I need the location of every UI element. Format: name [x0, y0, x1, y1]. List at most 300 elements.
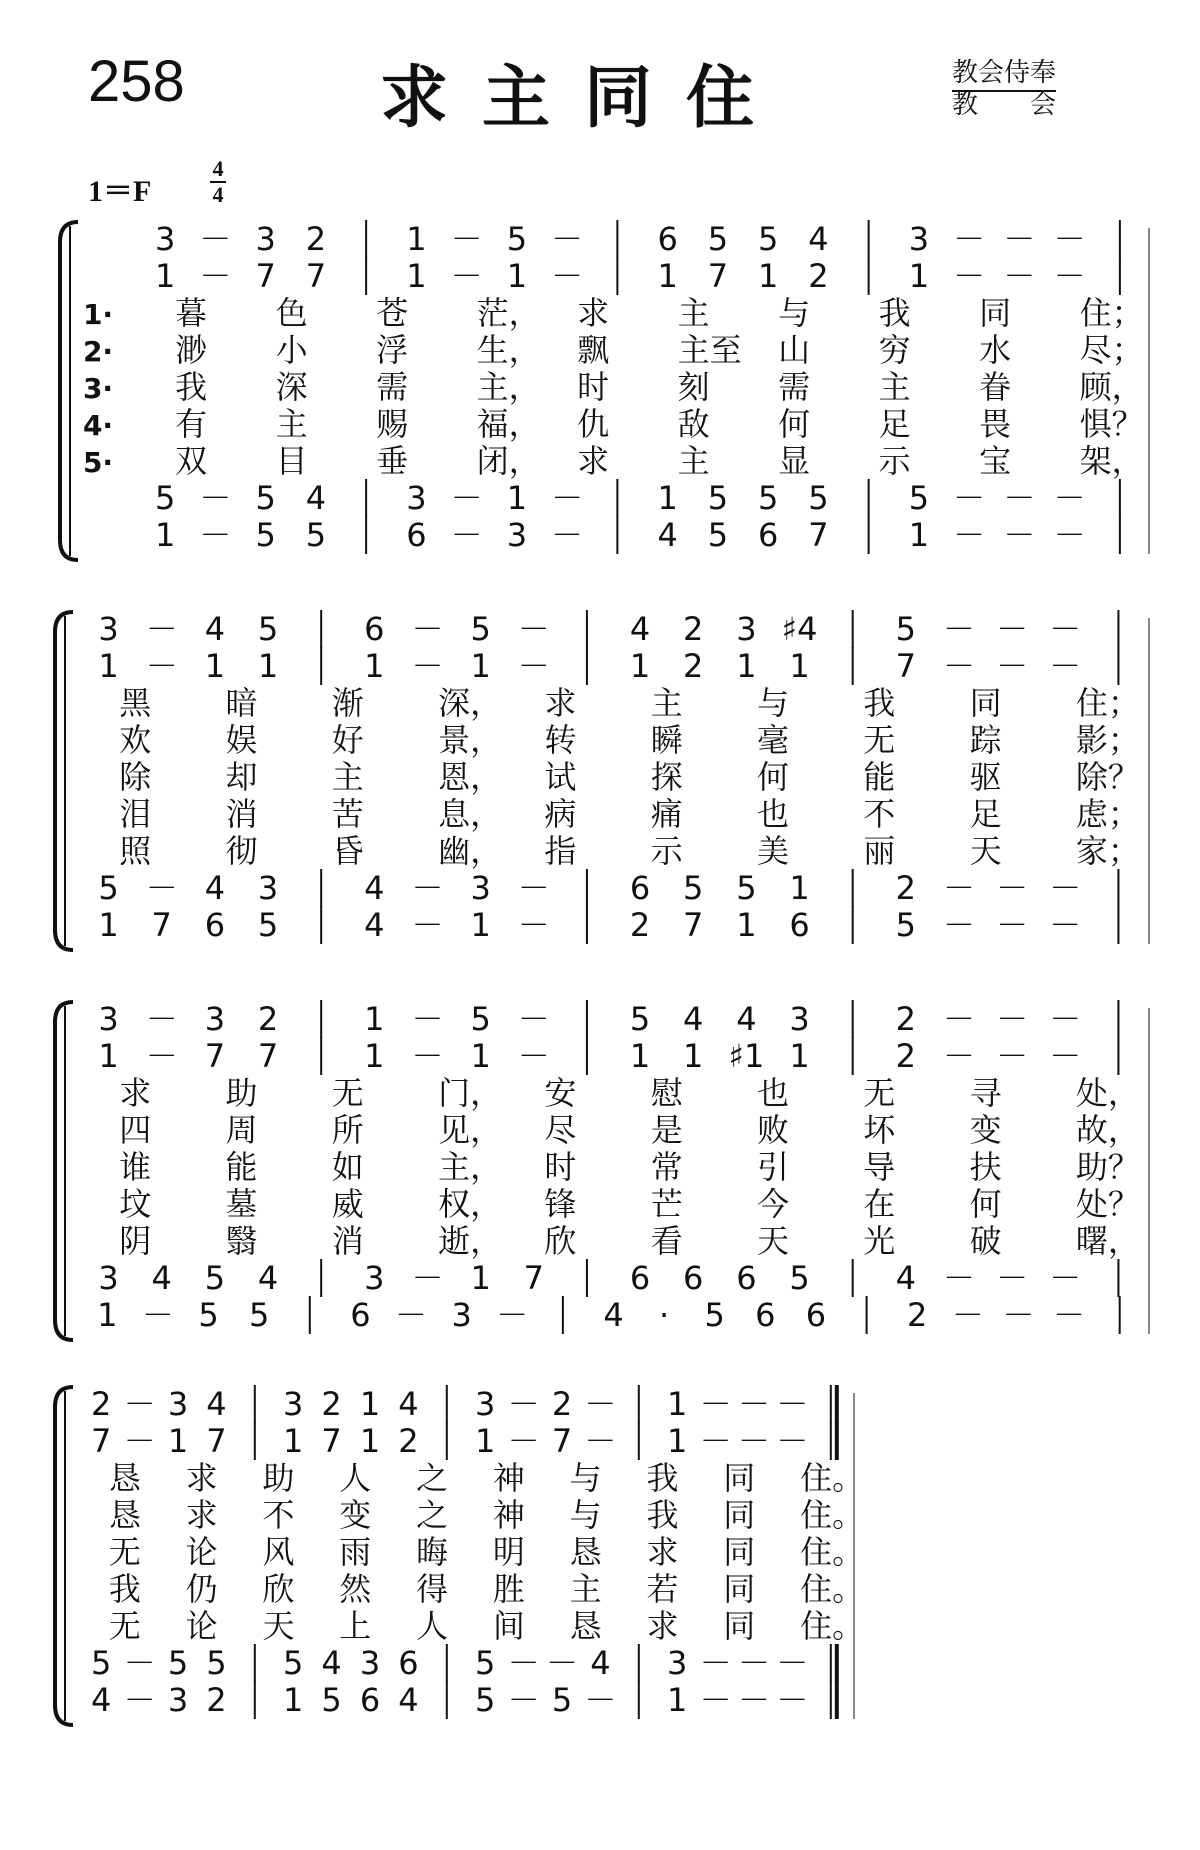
note: 1 — [667, 1681, 688, 1719]
note: － — [699, 1422, 732, 1460]
note: － — [1003, 257, 1036, 295]
note: 2 — [683, 647, 704, 685]
lyric-syllable: 处， — [1075, 1074, 1140, 1112]
note: － — [496, 1296, 529, 1334]
lyric-syllable: 刻 — [677, 368, 710, 406]
note: － — [1053, 479, 1086, 517]
lyric-syllable: 求 — [646, 1607, 679, 1645]
lyric-syllable: 眷 — [979, 368, 1012, 406]
note: － — [199, 220, 232, 258]
lyric-syllable: 同 — [979, 294, 1012, 332]
lyric-syllable: 谁 — [119, 1148, 152, 1186]
note: 1 — [789, 647, 810, 685]
note: － — [737, 1681, 771, 1719]
note: － — [517, 1000, 550, 1038]
note: 7 — [808, 516, 829, 554]
note: 3 — [98, 1259, 119, 1297]
note: 1 — [629, 647, 651, 685]
lyric-syllable: 论 — [185, 1533, 218, 1571]
lyric-syllable: 论 — [185, 1607, 218, 1645]
note: 7 — [91, 1422, 112, 1460]
lyric-syllable: 时 — [577, 368, 610, 406]
note: 1 — [359, 1385, 381, 1423]
lyric-syllable: 主， — [476, 368, 541, 406]
lyric-syllable: 芒 — [650, 1185, 683, 1223]
lyric-syllable: 何 — [757, 758, 790, 796]
note: 4 — [603, 1296, 624, 1334]
lyric-syllable: 足 — [878, 405, 911, 443]
lyric-syllable: 求 — [646, 1533, 679, 1571]
lyric-syllable: 求 — [544, 684, 577, 722]
lyric-syllable: 与 — [757, 684, 790, 722]
lyric-syllable: 同 — [723, 1570, 756, 1608]
lyric-syllable: 景， — [438, 721, 503, 759]
lyric-syllable: 水 — [979, 331, 1012, 369]
note: 5 — [321, 1681, 342, 1719]
note: － — [776, 1422, 809, 1460]
lyric-syllable: 我 — [175, 368, 208, 406]
note: － — [699, 1681, 732, 1719]
lyric-syllable: 照 — [119, 832, 152, 870]
note: － — [584, 1681, 617, 1719]
note: － — [411, 869, 444, 907]
note: － — [551, 516, 584, 554]
lyric-syllable: 闭， — [476, 442, 541, 480]
note: 1 — [154, 257, 176, 295]
note: － — [199, 257, 232, 295]
note: 3 — [908, 220, 930, 258]
note: 1 — [506, 257, 528, 295]
note: － — [953, 479, 986, 517]
note: 4 — [808, 220, 829, 258]
note: － — [1049, 647, 1082, 685]
lyric-syllable: 茫， — [476, 294, 541, 332]
lyric-syllable: 无 — [863, 1074, 896, 1112]
note: 5 — [551, 1681, 573, 1719]
note: 3 — [255, 220, 276, 258]
lyric-syllable: 破 — [969, 1222, 1002, 1260]
lyric-syllable: 与 — [569, 1496, 602, 1534]
note: － — [395, 1296, 428, 1334]
lyric-syllable: 处？ — [1075, 1185, 1140, 1223]
note: － — [123, 1385, 156, 1423]
note: － — [996, 906, 1029, 944]
lyric-syllable: 垂 — [376, 442, 409, 480]
lyric-syllable: 幽， — [438, 832, 503, 870]
hymn-title: 求主同住 — [380, 58, 789, 138]
lyric-syllable: 主 — [878, 368, 911, 406]
lyric-syllable: 渺 — [175, 331, 208, 369]
lyric-syllable: 主 — [331, 758, 364, 796]
note: 5 — [154, 479, 176, 517]
note: ♯1 — [728, 1037, 765, 1075]
lyric-syllable: 然 — [339, 1570, 372, 1608]
note: － — [1049, 1037, 1082, 1075]
lyric-syllable: 助 — [225, 1074, 258, 1112]
lyric-syllable: 住。 — [800, 1607, 865, 1645]
lyric-syllable: 尽； — [1079, 331, 1144, 369]
note: 5 — [91, 1644, 112, 1682]
note: 6 — [629, 869, 651, 907]
note: － — [699, 1385, 732, 1423]
lyric-syllable: 之 — [416, 1496, 449, 1534]
note: 4 — [204, 869, 226, 907]
note: 7 — [305, 257, 327, 295]
lyric-syllable: 欣 — [544, 1222, 577, 1260]
note: 4 — [206, 1385, 227, 1423]
note: 5 — [475, 1681, 496, 1719]
lyric-syllable: 驱 — [969, 758, 1002, 796]
note: － — [1003, 516, 1036, 554]
time-signature-top: 4 — [212, 156, 224, 181]
lyric-syllable: 坏 — [863, 1111, 896, 1149]
note: 5 — [257, 906, 279, 944]
note: － — [1049, 1259, 1082, 1297]
note: － — [450, 220, 483, 258]
lyric-syllable: 时 — [544, 1148, 577, 1186]
lyric-syllable: 权， — [438, 1185, 503, 1223]
lyric-syllable: 色 — [275, 294, 308, 332]
note: － — [517, 1037, 550, 1075]
lyric-syllable: 娱 — [225, 721, 258, 759]
note: － — [942, 1000, 975, 1038]
note: － — [411, 1259, 444, 1297]
lyric-syllable: 顾， — [1079, 368, 1144, 406]
lyric-syllable: 指 — [544, 832, 577, 870]
note: 1 — [364, 1000, 385, 1038]
note: 2 — [398, 1422, 419, 1460]
lyric-syllable: 无 — [108, 1607, 141, 1645]
lyric-syllable: 得 — [416, 1570, 449, 1608]
note: － — [1049, 610, 1082, 648]
note: － — [1053, 1296, 1086, 1334]
note: － — [996, 1037, 1029, 1075]
lyric-syllable: 生， — [476, 331, 541, 369]
lyric-syllable: 尽 — [544, 1111, 577, 1149]
lyric-syllable: 间 — [492, 1607, 525, 1645]
lyric-syllable: 消 — [225, 795, 258, 833]
note: － — [145, 1000, 178, 1038]
lyric-syllable: 何 — [969, 1185, 1002, 1223]
lyric-syllable: 穷 — [878, 331, 911, 369]
lyric-syllable: 苦 — [331, 795, 364, 833]
note: 4 — [91, 1681, 112, 1719]
lyric-syllable: 深 — [275, 368, 308, 406]
note: － — [737, 1422, 771, 1460]
note: 1 — [736, 647, 757, 685]
note: － — [545, 1644, 579, 1682]
lyric-syllable: 宝 — [979, 442, 1012, 480]
note: 5 — [707, 220, 729, 258]
note: － — [411, 1000, 444, 1038]
note: 6 — [757, 516, 779, 554]
lyric-syllable: 虑； — [1075, 795, 1140, 833]
lyric-syllable: 人 — [339, 1459, 372, 1497]
note: 1 — [657, 479, 678, 517]
lyric-syllable: 求 — [577, 442, 610, 480]
note: － — [1053, 220, 1086, 258]
note: 1 — [98, 1037, 119, 1075]
note: 5 — [789, 1259, 810, 1297]
note: － — [1053, 257, 1086, 295]
note: － — [699, 1644, 732, 1682]
lyric-syllable: 恳 — [569, 1533, 602, 1571]
lyric-syllable: 引 — [757, 1148, 790, 1186]
note: 6 — [629, 1259, 651, 1297]
verse-number: 1· — [82, 298, 114, 331]
note: 3 — [283, 1385, 304, 1423]
note: － — [1049, 906, 1082, 944]
note: － — [123, 1681, 156, 1719]
lyric-syllable: 变 — [969, 1111, 1002, 1149]
lyric-syllable: 惧？ — [1079, 405, 1144, 443]
note: － — [1049, 869, 1082, 907]
lyric-syllable: 同 — [723, 1459, 756, 1497]
note: 6 — [204, 906, 226, 944]
verse-number: 2· — [82, 335, 114, 368]
note: － — [411, 647, 444, 685]
note: 3 — [167, 1385, 189, 1423]
note: 3 — [506, 516, 528, 554]
lyric-syllable: 需 — [778, 368, 811, 406]
lyric-syllable: 光 — [863, 1222, 896, 1260]
note: － — [776, 1385, 809, 1423]
note: 1 — [98, 906, 119, 944]
note: 1 — [789, 1037, 810, 1075]
note: 4 — [151, 1259, 172, 1297]
note: － — [1049, 1000, 1082, 1038]
credit-composer: 教 会 — [952, 90, 1057, 120]
note: 1 — [506, 479, 528, 517]
lyric-syllable: 助 — [262, 1459, 295, 1497]
note: － — [1003, 220, 1036, 258]
lyric-syllable: 不 — [863, 795, 896, 833]
time-signature-bottom: 4 — [212, 182, 224, 207]
lyric-syllable: 能 — [863, 758, 896, 796]
note: 4 — [257, 1259, 279, 1297]
lyric-syllable: 毫 — [757, 721, 790, 759]
note: 1 — [667, 1422, 688, 1460]
note: 5 — [736, 869, 757, 907]
note: － — [145, 1037, 178, 1075]
note: 3 — [359, 1644, 381, 1682]
lyric-syllable: 消 — [331, 1222, 364, 1260]
lyric-syllable: 影； — [1075, 721, 1140, 759]
note: 2 — [683, 610, 704, 648]
lyric-syllable: 仇 — [577, 405, 610, 443]
note: 1 — [406, 220, 427, 258]
note: 4 — [204, 610, 226, 648]
lyric-syllable: 暮 — [175, 294, 208, 332]
lyric-syllable: 也 — [757, 1074, 790, 1112]
note: 7 — [707, 257, 729, 295]
note: － — [996, 610, 1029, 648]
note: 1 — [470, 906, 491, 944]
note: － — [942, 1037, 975, 1075]
lyric-syllable: 能 — [225, 1148, 258, 1186]
lyric-syllable: 今 — [757, 1185, 790, 1223]
note: 5 — [908, 479, 930, 517]
note: 1 — [657, 257, 678, 295]
lyric-syllable: 足 — [969, 795, 1002, 833]
lyric-syllable: 求 — [577, 294, 610, 332]
lyric-syllable: 慰 — [650, 1074, 683, 1112]
note: － — [145, 647, 178, 685]
note: 5 — [167, 1644, 189, 1682]
lyric-syllable: 转 — [544, 721, 577, 759]
note: 3 — [789, 1000, 810, 1038]
lyric-syllable: 架， — [1079, 442, 1144, 480]
lyric-syllable: 恳 — [108, 1459, 141, 1497]
lyric-syllable: 人 — [416, 1607, 449, 1645]
note: － — [517, 869, 550, 907]
note: 3 — [204, 1000, 226, 1038]
lyric-syllable: 所 — [331, 1111, 364, 1149]
lyric-syllable: 见， — [438, 1111, 503, 1149]
lyric-syllable: 畏 — [979, 405, 1012, 443]
note: － — [517, 610, 550, 648]
note: 1 — [364, 1037, 385, 1075]
note: 3 — [167, 1681, 189, 1719]
lyric-syllable: 除 — [119, 758, 152, 796]
note: 1 — [629, 1037, 651, 1075]
note: 1 — [908, 516, 930, 554]
note: 4 — [590, 1644, 611, 1682]
lyric-syllable: 浮 — [376, 331, 409, 369]
note: 1 — [667, 1385, 688, 1423]
note: － — [507, 1422, 540, 1460]
lyric-syllable: 在 — [863, 1185, 896, 1223]
note: － — [411, 906, 444, 944]
note: － — [141, 1296, 174, 1334]
note: 7 — [257, 1037, 279, 1075]
lyric-syllable: 示 — [878, 442, 911, 480]
note: 3 — [364, 1259, 385, 1297]
note: 5 — [255, 479, 276, 517]
note: 2 — [91, 1385, 112, 1423]
lyric-syllable: 求 — [119, 1074, 152, 1112]
lyric-syllable: 我 — [646, 1496, 679, 1534]
lyric-syllable: 瞬 — [650, 721, 683, 759]
lyric-syllable: 美 — [757, 832, 790, 870]
note: 1 — [470, 1259, 491, 1297]
lyric-syllable: 主 — [275, 405, 308, 443]
lyric-syllable: 如 — [331, 1148, 364, 1186]
lyric-syllable: 主， — [438, 1148, 503, 1186]
note: 5 — [257, 610, 279, 648]
lyric-syllable: 无 — [863, 721, 896, 759]
note: 5 — [707, 479, 729, 517]
note: 5 — [506, 220, 528, 258]
lyric-syllable: 住。 — [800, 1496, 865, 1534]
note: － — [517, 906, 550, 944]
note: 3 — [154, 220, 176, 258]
lyric-syllable: 雨 — [339, 1533, 372, 1571]
note: 6 — [364, 610, 385, 648]
note: 2 — [895, 869, 917, 907]
note: － — [942, 906, 975, 944]
lyric-syllable: 显 — [778, 442, 811, 480]
note: － — [996, 869, 1029, 907]
note: 5 — [707, 516, 729, 554]
note: 2 — [321, 1385, 342, 1423]
note: 1 — [757, 257, 779, 295]
note: 3 — [98, 1000, 119, 1038]
lyric-syllable: 小 — [275, 331, 308, 369]
note: 5 — [757, 220, 779, 258]
lyric-syllable: 导 — [863, 1148, 896, 1186]
note: 5 — [470, 610, 491, 648]
note: 5 — [629, 1000, 651, 1038]
note: － — [199, 479, 232, 517]
note: · — [659, 1296, 670, 1334]
lyric-syllable: 败 — [757, 1111, 790, 1149]
note: 5 — [808, 479, 829, 517]
note: 1 — [283, 1681, 304, 1719]
lyric-syllable: 有 — [175, 405, 208, 443]
lyric-syllable: 踪 — [969, 721, 1002, 759]
hymn-number: 258 — [88, 49, 185, 114]
note: － — [1053, 516, 1086, 554]
lyric-syllable: 住； — [1075, 684, 1140, 722]
note: 6 — [683, 1259, 704, 1297]
lyric-syllable: 风 — [262, 1533, 295, 1571]
note: 5 — [98, 869, 119, 907]
lyric-syllable: 同 — [723, 1607, 756, 1645]
note: 6 — [406, 516, 427, 554]
note: － — [450, 257, 483, 295]
lyric-syllable: 胜 — [492, 1570, 525, 1608]
note: － — [776, 1681, 809, 1719]
note: 4 — [364, 869, 385, 907]
verse-number: 5· — [82, 446, 114, 479]
note: 2 — [907, 1296, 928, 1334]
lyric-syllable: 威 — [331, 1185, 364, 1223]
note: 4 — [398, 1385, 419, 1423]
note: 5 — [895, 610, 917, 648]
lyric-syllable: 仍 — [185, 1570, 218, 1608]
lyric-syllable: 锋 — [544, 1185, 577, 1223]
note: － — [199, 516, 232, 554]
note: 7 — [683, 906, 704, 944]
lyric-syllable: 昏 — [331, 832, 364, 870]
note: － — [123, 1644, 156, 1682]
note: 2 — [895, 1000, 917, 1038]
note: － — [145, 610, 178, 648]
lyric-syllable: 与 — [569, 1459, 602, 1497]
note: 1 — [154, 516, 176, 554]
lyric-syllable: 求 — [185, 1459, 218, 1497]
lyric-syllable: 同 — [723, 1533, 756, 1571]
note: 2 — [257, 1000, 279, 1038]
lyric-syllable: 神 — [492, 1496, 525, 1534]
note: 6 — [657, 220, 678, 258]
note: 2 — [629, 906, 651, 944]
lyric-syllable: 却 — [225, 758, 258, 796]
note: － — [942, 1259, 975, 1297]
note: 5 — [204, 1259, 226, 1297]
lyric-syllable: 天 — [969, 832, 1002, 870]
note: － — [953, 516, 986, 554]
note: 7 — [255, 257, 276, 295]
lyric-syllable: 痛 — [650, 795, 683, 833]
note: 6 — [755, 1296, 776, 1334]
lyric-syllable: 逝， — [438, 1222, 503, 1260]
note: 2 — [895, 1037, 917, 1075]
lyric-syllable: 病 — [544, 795, 577, 833]
note: 1 — [364, 647, 385, 685]
note: 3 — [257, 869, 279, 907]
